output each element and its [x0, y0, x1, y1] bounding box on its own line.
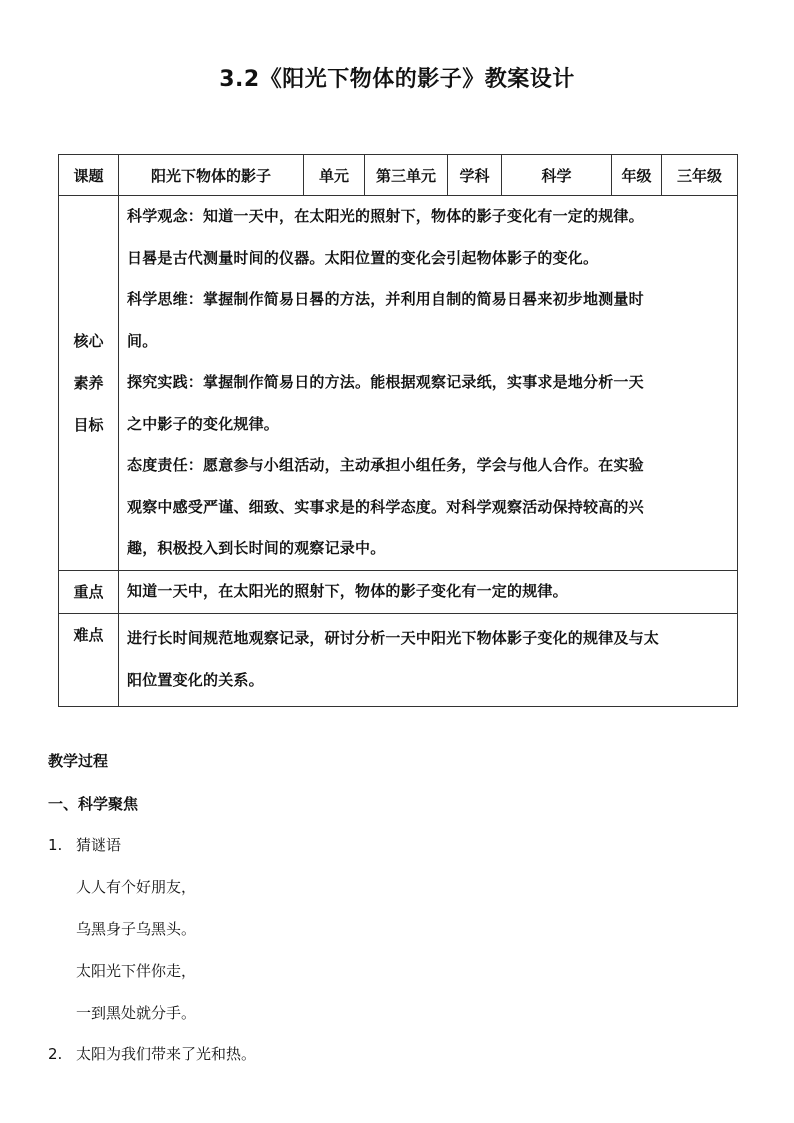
- core-goal-line: 态度责任：愿意参与小组活动，主动承担小组任务，学会与他人合作。在实验: [127, 456, 644, 475]
- subject-label: 学科: [448, 155, 502, 196]
- difficulty-content: [119, 613, 738, 706]
- list-item-number: 1.: [48, 836, 63, 854]
- core-label-line: 核心: [73, 332, 104, 350]
- core-goal-line: 探究实践：掌握制作简易日的方法。能根据观察记录纸，实事求是地分析一天: [127, 373, 644, 392]
- grade-label: 年级: [612, 155, 662, 196]
- core-goal-line: 科学观念：知道一天中，在太阳光的照射下，物体的影子变化有一定的规律。: [127, 207, 644, 226]
- core-goal-line: 趣，积极投入到长时间的观察记录中。: [127, 539, 386, 558]
- list-item-number: 2.: [48, 1045, 63, 1063]
- core-goal-line: 观察中感受严谨、细致、实事求是的科学态度。对科学观察活动保持较高的兴: [127, 497, 644, 516]
- core-literacy-content: [119, 196, 738, 571]
- list-item: [48, 834, 121, 855]
- difficulty-line: 进行长时间规范地观察记录，研讨分析一天中阳光下物体影子变化的规律及与太: [127, 629, 660, 647]
- core-goal-line: 间。: [127, 331, 158, 350]
- key-point-row: [59, 571, 738, 614]
- list-item-text: 太阳为我们带来了光和热。: [76, 1045, 257, 1063]
- list-item-text: 猜谜语: [76, 836, 122, 854]
- core-literacy-row: [59, 196, 738, 571]
- subject-value: 科学: [502, 155, 612, 196]
- grade-value: 三年级: [662, 155, 738, 196]
- key-point-label: 重点: [59, 571, 119, 614]
- section-heading: 一、科学聚焦: [48, 795, 139, 813]
- list-item: [48, 1043, 256, 1064]
- difficulty-line: 阳位置变化的关系。: [127, 670, 264, 689]
- core-goal-line: 日晷是古代测量时间的仪器。太阳位置的变化会引起物体影子的变化。: [127, 248, 599, 267]
- riddle-line: 乌黑身子乌黑头。: [76, 920, 197, 938]
- riddle-line: 太阳光下伴你走，: [76, 962, 197, 980]
- difficulty-label: 难点: [59, 613, 119, 706]
- core-goal-line: 之中影子的变化规律。: [127, 414, 280, 433]
- unit-label: 单元: [304, 155, 365, 196]
- lesson-info-table: [58, 154, 738, 707]
- key-point-content: [119, 571, 738, 614]
- core-goal-line: 科学思维：掌握制作简易日晷的方法，并利用自制的简易日晷来初步地测量时: [127, 290, 644, 309]
- core-label-line: 目标: [73, 416, 104, 434]
- unit-value: 第三单元: [365, 155, 448, 196]
- page-title: 3.2《阳光下物体的影子》教案设计: [219, 67, 575, 92]
- table-header-row: [59, 155, 738, 196]
- riddle-line: 一到黑处就分手。: [76, 1004, 197, 1022]
- key-point-text: 知道一天中，在太阳光的照射下，物体的影子变化有一定的规律。: [127, 582, 568, 600]
- difficulty-row: [59, 613, 738, 706]
- teaching-process-heading: 教学过程: [48, 752, 109, 770]
- course-value: 阳光下物体的影子: [119, 155, 304, 196]
- core-label-line: 素养: [73, 374, 104, 392]
- course-label: 课题: [59, 155, 119, 196]
- riddle-line: 人人有个好朋友，: [76, 878, 197, 896]
- core-literacy-label: [59, 196, 119, 571]
